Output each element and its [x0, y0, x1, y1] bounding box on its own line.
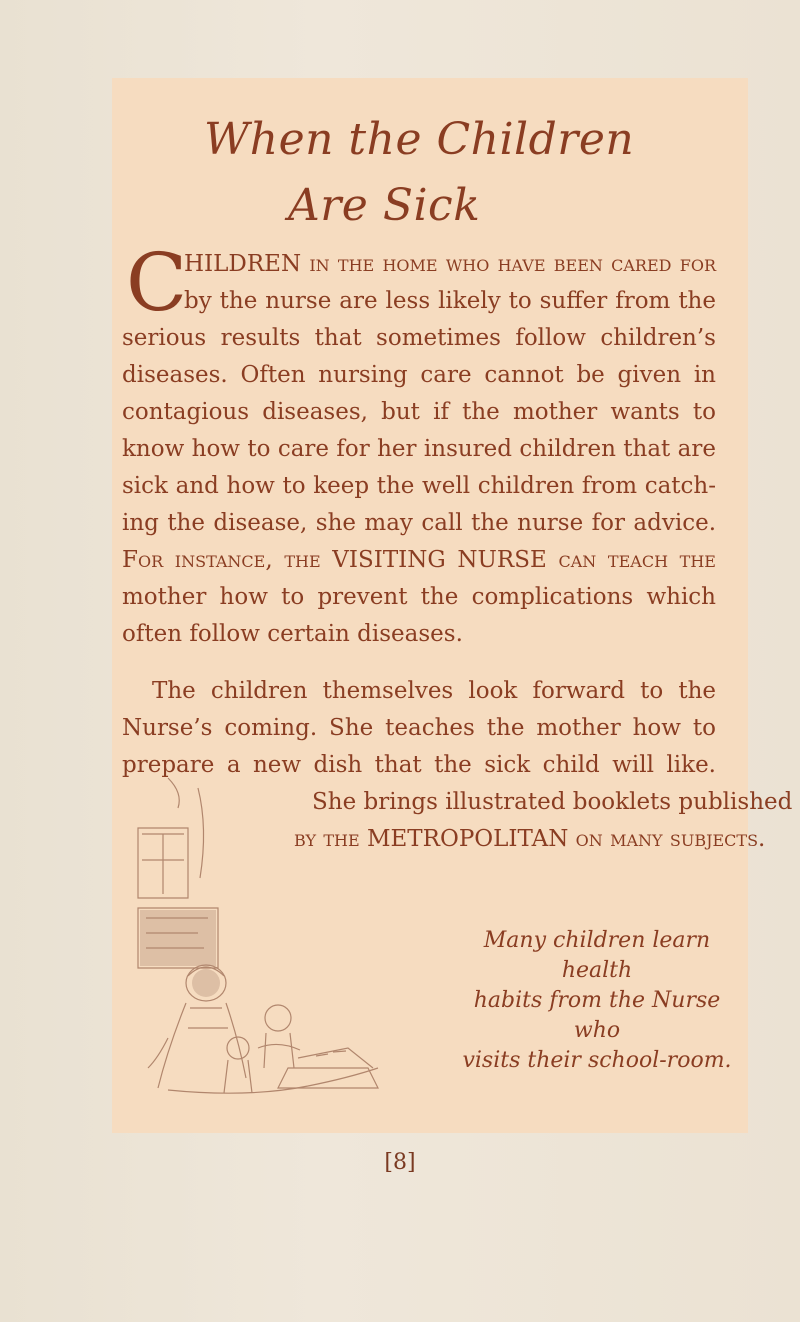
- paragraph-1-line-2: by the nurse are less likely to suffer from the: [184, 288, 716, 314]
- paragraph-1-line-8: ing the disease, she may call the nurse for advice.: [122, 510, 716, 536]
- paragraph-1-line-3: serious results that sometimes follow children’s: [122, 325, 716, 351]
- paragraph-1-line-1: HILDREN in the home who have been cared for: [184, 251, 716, 277]
- illustration-caption: [452, 926, 742, 1076]
- paragraph-2-line-5: by the METROPOLITAN on many subjects.: [294, 826, 766, 852]
- heading-line-2: Are Sick: [288, 180, 481, 231]
- heading-line-1: When the Children: [204, 114, 635, 165]
- nurse-with-children-illustration: [128, 768, 388, 1098]
- paragraph-1-line-5: contagious diseases, but if the mother wants to: [122, 399, 716, 425]
- paragraph-2-line-4: She brings illustrated booklets published: [312, 789, 793, 815]
- paragraph-1-line-6: know how to care for her insured children that are: [122, 436, 716, 462]
- page-number: [8]: [384, 1150, 416, 1175]
- caption-line-3: visits their school-room.: [462, 1048, 732, 1073]
- caption-line-1: Many children learn health: [483, 928, 711, 983]
- paragraph-2-line-2: Nurse’s coming. She teaches the mother how to: [122, 715, 716, 741]
- drop-cap-letter: C: [126, 236, 188, 329]
- paragraph-1-line-7: sick and how to keep the well children from catch-: [122, 473, 716, 499]
- content-panel: [112, 78, 793, 1133]
- paragraph-1-line-4: diseases. Often nursing care cannot be given in: [122, 362, 716, 388]
- paragraph-2-line-1: The children themselves look forward to the: [152, 678, 716, 704]
- caption-line-2: habits from the Nurse who: [473, 988, 721, 1043]
- paragraph-1-line-10: mother how to prevent the complications which: [122, 584, 716, 610]
- paragraph-1-line-11: often follow certain diseases.: [122, 621, 463, 647]
- paragraph-2-line-3: prepare a new dish that the sick child will like.: [122, 752, 716, 778]
- paragraph-1-line-9: For instance, the VISITING NURSE can teach the: [122, 547, 716, 573]
